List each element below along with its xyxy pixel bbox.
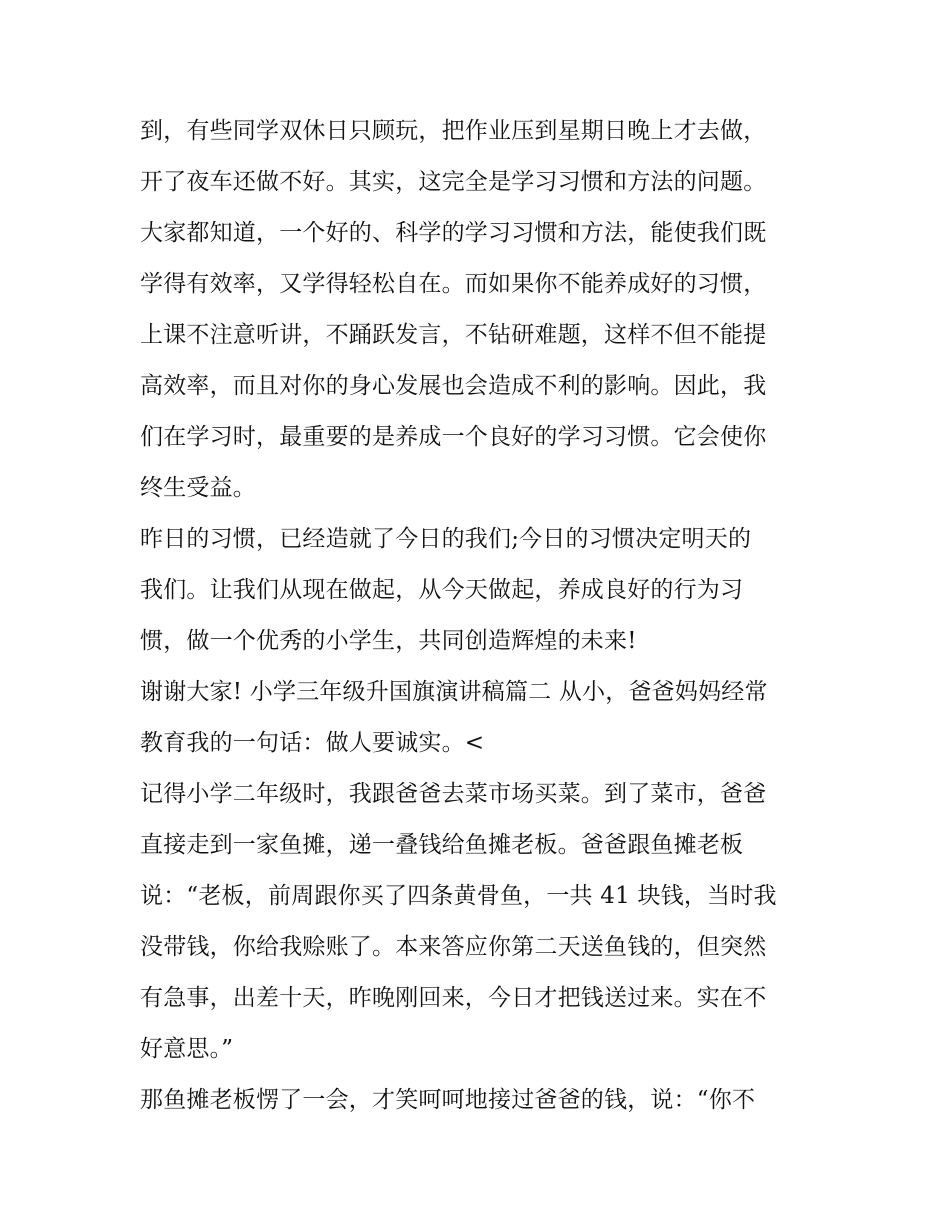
text-line: 上课不注意听讲，不踊跃发言，不钻研难题，这样不但不能提 — [140, 322, 767, 348]
text-line: 学得有效率，又学得轻松自在。而如果你不能养成好的习惯， — [140, 271, 767, 297]
text-line: 教育我的一句话：做人要诚实。< — [140, 730, 485, 756]
text-line: 说：“老板，前周跟你买了四条黄骨鱼，一共 41 块钱，当时我 — [140, 883, 777, 909]
text-line: 惯，做一个优秀的小学生，共同创造辉煌的未来! — [140, 628, 637, 654]
text-line: 我们。让我们从现在做起，从今天做起，养成良好的行为习 — [140, 577, 744, 603]
text-line: 那鱼摊老板愣了一会，才笑呵呵地接过爸爸的钱，说：“你不 — [140, 1087, 756, 1113]
text-line: 昨日的习惯，已经造就了今日的我们;今日的习惯决定明天的 — [140, 526, 752, 552]
text-line: 记得小学二年级时，我跟爸爸去菜市场买菜。到了菜市，爸爸 — [140, 781, 767, 807]
text-line: 没带钱，你给我赊账了。本来答应你第二天送鱼钱的，但突然 — [140, 934, 767, 960]
text-line: 们在学习时，最重要的是养成一个良好的学习习惯。它会使你 — [140, 424, 767, 450]
text-line: 谢谢大家! 小学三年级升国旗演讲稿篇二 从小，爸爸妈妈经常 — [140, 679, 768, 705]
text-line: 终生受益。 — [140, 475, 256, 501]
text-line: 直接走到一家鱼摊，递一叠钱给鱼摊老板。爸爸跟鱼摊老板 — [140, 832, 744, 858]
text-line: 大家都知道，一个好的、科学的学习习惯和方法，能使我们既 — [140, 220, 767, 246]
text-line: 高效率，而且对你的身心发展也会造成不利的影响。因此，我 — [140, 373, 767, 399]
text-line: 有急事，出差十天，昨晚刚回来，今日才把钱送过来。实在不 — [140, 985, 767, 1011]
text-line: 好意思。” — [140, 1036, 234, 1062]
text-line: 开了夜车还做不好。其实，这完全是学习习惯和方法的问题。 — [140, 169, 767, 195]
text-line: 到，有些同学双休日只顾玩，把作业压到星期日晚上才去做， — [140, 118, 767, 144]
